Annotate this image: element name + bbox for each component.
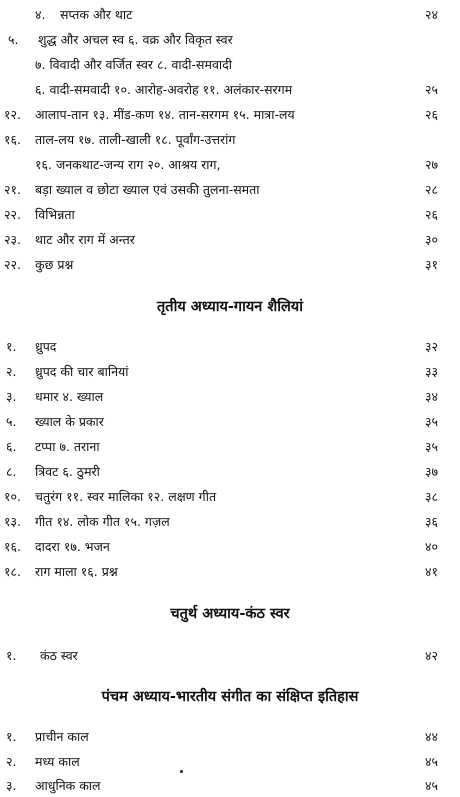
entry-page-number: २५ bbox=[425, 82, 439, 97]
toc-entry bbox=[0, 726, 460, 748]
entry-title: राग माला १६. प्रश्न bbox=[35, 564, 118, 579]
entry-page-number: २४ bbox=[425, 7, 439, 22]
entry-title: ध्रुपद bbox=[35, 339, 57, 354]
entry-title: धमार ४. ख्याल bbox=[35, 389, 104, 404]
toc-entry bbox=[0, 154, 460, 176]
entry-title: दादरा १७. भजन bbox=[35, 539, 110, 554]
entry-title: चतुरंग ११. स्वर मालिका १२. लक्षण गीत bbox=[35, 489, 217, 504]
entry-title: टप्पा ७. तराना bbox=[35, 439, 100, 454]
entry-page-number: ३८ bbox=[425, 489, 439, 504]
entry-number: २३. bbox=[4, 232, 21, 247]
entry-title: ६. वादी-समवादी १०. आरोह-अवरोह ११. अलंकार-सरगम bbox=[35, 82, 293, 97]
toc-entry bbox=[0, 751, 460, 773]
entry-title: १६. जनकथाट-जन्य राग २०. आश्रय राग, bbox=[35, 157, 221, 172]
entry-page-number: ४५ bbox=[425, 778, 439, 793]
entry-number: १. bbox=[6, 729, 17, 744]
entry-number: २. bbox=[6, 754, 17, 769]
entry-title: थाट और राग में अन्तर bbox=[35, 232, 135, 247]
toc-entry bbox=[0, 775, 460, 797]
toc-entry bbox=[0, 179, 460, 201]
toc-entry bbox=[0, 79, 460, 101]
entry-number: ६. bbox=[6, 439, 17, 454]
entry-number: १. bbox=[6, 648, 17, 663]
entry-title: त्रिवट ६. ठुमरी bbox=[35, 464, 100, 479]
toc-entry bbox=[0, 461, 460, 483]
entry-number: १२. bbox=[4, 107, 21, 122]
entry-title: शुद्ध और अचल स्व ६. वक्र और विकृत स्वर bbox=[38, 32, 233, 47]
toc-entry bbox=[0, 29, 460, 51]
entry-number: ८. bbox=[6, 464, 17, 479]
entry-title: प्राचीन काल bbox=[35, 729, 89, 744]
toc-entry bbox=[0, 411, 460, 433]
entry-page-number: ३६ bbox=[425, 514, 439, 529]
entry-number: ५. bbox=[8, 32, 19, 47]
entry-page-number: ३७ bbox=[425, 464, 439, 479]
toc-entry bbox=[0, 129, 460, 151]
toc-entry bbox=[0, 204, 460, 226]
toc-entry bbox=[0, 229, 460, 251]
entry-number: १८. bbox=[4, 564, 21, 579]
entry-number: २१. bbox=[4, 182, 21, 197]
entry-page-number: ३० bbox=[425, 232, 439, 247]
section-heading: तृतीय अध्याय-गायन शैलियां bbox=[157, 299, 303, 315]
entry-page-number: ३४ bbox=[425, 389, 439, 404]
toc-entry bbox=[0, 104, 460, 126]
entry-title: गीत १४. लोक गीत १५. गज़ल bbox=[35, 514, 170, 529]
entry-title: ख्याल के प्रकार bbox=[35, 414, 104, 429]
toc-entry bbox=[0, 486, 460, 508]
entry-title: ७. विवादी और वर्जित स्वर ८. वादी-समवादी bbox=[35, 57, 233, 72]
toc-entry bbox=[0, 254, 460, 276]
entry-page-number: २७ bbox=[425, 157, 439, 172]
entry-title: कंठ स्वर bbox=[40, 648, 78, 663]
entry-number: १६. bbox=[4, 132, 21, 147]
entry-title: आधुनिक काल bbox=[35, 778, 101, 793]
entry-title: आलाप-तान १३. मींड-कण १४. तान-सरगम १५. मात्रा-लय bbox=[35, 107, 295, 122]
entry-page-number: ३५ bbox=[425, 414, 439, 429]
entry-page-number: २६ bbox=[425, 107, 439, 122]
toc-entry bbox=[0, 336, 460, 358]
entry-page-number: ३५ bbox=[425, 439, 439, 454]
entry-title: ध्रुपद की चार बानियां bbox=[35, 364, 129, 379]
entry-page-number: ४५ bbox=[425, 754, 439, 769]
entry-number: ४. bbox=[35, 7, 46, 22]
entry-number: ३. bbox=[6, 778, 17, 793]
entry-number: १०. bbox=[4, 489, 21, 504]
entry-page-number: २८ bbox=[425, 182, 439, 197]
entry-page-number: ३२ bbox=[425, 339, 439, 354]
entry-page-number: ४१ bbox=[425, 564, 439, 579]
entry-page-number: ३३ bbox=[425, 364, 439, 379]
entry-number: २. bbox=[6, 364, 17, 379]
section-heading: पंचम अध्याय-भारतीय संगीत का संक्षिप्त इतिहास bbox=[101, 689, 359, 705]
toc-entry bbox=[0, 361, 460, 383]
toc-entry bbox=[0, 4, 460, 26]
entry-number: २२. bbox=[4, 257, 21, 272]
entry-page-number: ४४ bbox=[425, 729, 439, 744]
entry-title: सप्तक और थाट bbox=[60, 7, 133, 22]
entry-number: १३. bbox=[4, 514, 21, 529]
ink-speck bbox=[180, 770, 183, 773]
toc-entry bbox=[0, 436, 460, 458]
entry-number: ३. bbox=[6, 389, 17, 404]
entry-number: १६. bbox=[4, 539, 21, 554]
entry-title: मध्य काल bbox=[35, 754, 80, 769]
entry-page-number: ४२ bbox=[425, 648, 439, 663]
entry-page-number: ३१ bbox=[425, 257, 439, 272]
toc-entry bbox=[0, 561, 460, 583]
entry-title: विभिन्नता bbox=[35, 207, 75, 222]
entry-page-number: २६ bbox=[425, 207, 439, 222]
entry-title: बड़ा ख्याल व छोटा ख्याल एवं उसकी तुलना-समता bbox=[35, 182, 260, 197]
entry-number: ५. bbox=[6, 414, 17, 429]
entry-number: २२. bbox=[4, 207, 21, 222]
toc-entry bbox=[0, 54, 460, 76]
toc-entry bbox=[0, 536, 460, 558]
toc-entry bbox=[0, 645, 460, 667]
toc-entry bbox=[0, 511, 460, 533]
toc-entry bbox=[0, 386, 460, 408]
entry-number: १. bbox=[6, 339, 17, 354]
entry-page-number: ४० bbox=[425, 539, 439, 554]
section-heading: चतुर्थ अध्याय-कंठ स्वर bbox=[170, 606, 290, 622]
entry-title: ताल-लय १७. ताली-खाली १८. पूर्वांग-उत्तरांग bbox=[35, 132, 236, 147]
entry-title: कुछ प्रश्न bbox=[35, 257, 74, 272]
